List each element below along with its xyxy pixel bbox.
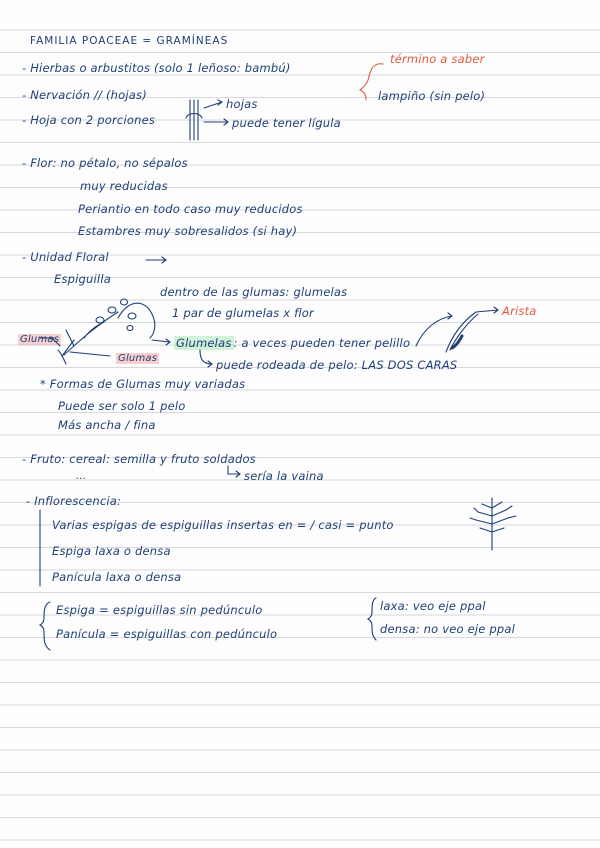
def-espiga: Espiga = espiguillas sin pedúnculo: [56, 603, 263, 617]
def-panicula: Panícula = espiguillas con pedúnculo: [56, 627, 278, 641]
note-line-fruit: - Fruto: cereal: semilla y fruto soldados: [22, 452, 256, 466]
fruit-dots: ...: [76, 471, 87, 482]
inflorescence-sketch: [470, 498, 516, 550]
def-densa: densa: no veo eje ppal: [380, 622, 516, 636]
note-line-infl-2: Espiga laxa o densa: [52, 544, 171, 558]
note-line-infl-3: Panícula laxa o densa: [52, 570, 182, 584]
side-note-term: término a saber: [390, 52, 485, 66]
glumelas-rest: : a veces pueden tener pelillo: [233, 336, 411, 350]
note-line-inflorescence: - Inflorescencia:: [26, 494, 122, 508]
note-line-pair: 1 par de glumelas x flor: [172, 306, 314, 320]
note-line-reduced: muy reducidas: [80, 179, 168, 193]
note-line-perianth: Periantio en todo caso muy reducidos: [78, 202, 303, 216]
side-note-lampino: lampiño (sin pelo): [378, 89, 486, 103]
notes-title: FAMILIA POACEAE = GRAMÍNEAS: [30, 35, 229, 47]
note-line-glumelas-hair: [174, 336, 410, 350]
arista-sketch: [416, 307, 498, 352]
note-line-habit: - Hierbas o arbustitos (solo 1 leñoso: bambú): [22, 61, 291, 75]
glumas-highlight-2: Glumas: [118, 353, 158, 364]
note-line-vaina: sería la vaina: [244, 469, 324, 483]
label-espiguilla: Espiguilla: [54, 272, 111, 286]
note-line-one-hair: Puede ser solo 1 pelo: [58, 399, 186, 413]
def-laxa: laxa: veo eje ppal: [380, 599, 486, 613]
note-line-leaf: - Hoja con 2 porciones: [22, 113, 156, 127]
note-line-infl-1: Varias espigas de espiguillas insertas en = / casi = punto: [52, 518, 394, 532]
label-ligula: puede tener lígula: [232, 116, 341, 130]
note-line-glumelas: dentro de las glumas: glumelas: [160, 285, 348, 299]
label-hojas: hojas: [226, 97, 258, 111]
note-line-flower: - Flor: no pétalo, no sépalos: [22, 156, 188, 170]
note-line-width: Más ancha / fina: [58, 418, 156, 432]
label-glumas-bottom: [116, 352, 159, 366]
label-glumas-left: [18, 333, 61, 347]
note-line-nervation: - Nervación // (hojas): [22, 88, 147, 102]
glumas-highlight: Glumas: [20, 334, 60, 345]
glumelas-highlight: Glumelas: [176, 336, 232, 350]
label-arista: Arista: [502, 304, 537, 318]
note-line-floral-unit: - Unidad Floral: [22, 250, 109, 264]
note-line-stamens: Estambres muy sobresalidos (si hay): [78, 224, 298, 238]
leaf-nervation-sketch: [186, 100, 228, 140]
note-line-forms: * Formas de Glumas muy variadas: [40, 377, 246, 391]
note-line-rodeada: puede rodeada de pelo: LAS DOS CARAS: [216, 358, 458, 372]
